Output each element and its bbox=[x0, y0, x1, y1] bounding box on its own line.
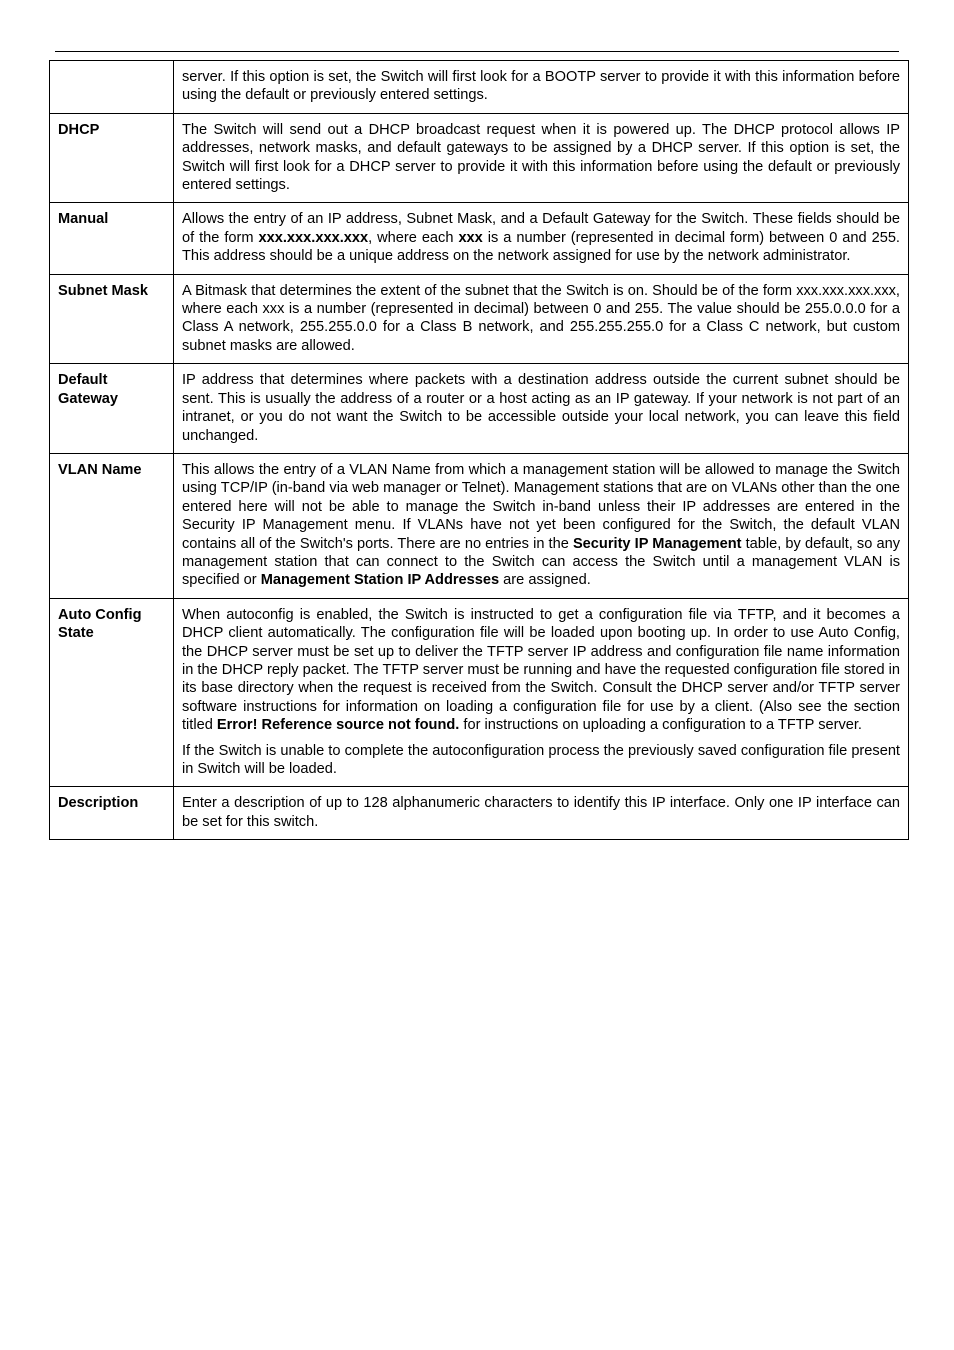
table-row bbox=[50, 61, 909, 114]
parameter-description bbox=[174, 203, 909, 274]
description-paragraph bbox=[182, 68, 900, 105]
parameter-name: Manual bbox=[50, 203, 174, 274]
description-paragraph bbox=[182, 121, 900, 195]
description-paragraph bbox=[182, 282, 900, 356]
bold-text: xxx bbox=[458, 229, 483, 246]
table-row bbox=[50, 787, 909, 840]
text-run: Allows the entry of an IP address, Subnet Mask, and a Default Gateway for the Switch. These fields should be of the form bbox=[182, 211, 900, 246]
text-run: If the Switch is unable to complete the autoconfiguration process the previously saved configuration file present in Switch will be loaded. bbox=[182, 742, 900, 777]
text-run: table, by default, so any management station that can connect to the Switch can access the Switch until a management VLAN is specified or bbox=[182, 535, 900, 589]
header-rule bbox=[55, 51, 899, 52]
parameter-description bbox=[174, 364, 909, 454]
bold-text: Management Station IP Addresses bbox=[260, 572, 500, 589]
parameter-description bbox=[174, 787, 909, 840]
table-row bbox=[50, 453, 909, 598]
parameter-description bbox=[174, 113, 909, 203]
table-row bbox=[50, 113, 909, 203]
parameter-description bbox=[174, 598, 909, 787]
parameter-description bbox=[174, 274, 909, 364]
bold-text: Security IP Management bbox=[572, 535, 742, 552]
description-paragraph bbox=[182, 742, 900, 779]
parameter-name bbox=[50, 61, 174, 114]
parameter-name: Default Gateway bbox=[50, 364, 174, 454]
description-paragraph bbox=[182, 371, 900, 445]
text-run: Enter a description of up to 128 alphanumeric characters to identify this IP interface. Only one IP interface can be set for this switch. bbox=[182, 795, 900, 830]
parameter-description bbox=[174, 61, 909, 114]
parameter-description bbox=[174, 453, 909, 598]
text-run: , where each bbox=[368, 229, 459, 246]
description-paragraph bbox=[182, 606, 900, 735]
text-run: This allows the entry of a VLAN Name from which a management station will be allowed to manage the Switch using TCP/IP (in-band via web manager or Telnet). Management stations that are on VLANs other than the one entered here will not be able to manage the Switch in-band unless their IP addresses are entered in the Security IP Management menu. If VLANs have not yet been configured for the Switch, the default VLAN contains all of the Switch's ports. There are no entries in the bbox=[182, 461, 900, 552]
parameter-name: Description bbox=[50, 787, 174, 840]
parameter-name: VLAN Name bbox=[50, 453, 174, 598]
bold-text: Error! Reference source not found. bbox=[216, 717, 460, 734]
text-run: When autoconfig is enabled, the Switch is instructed to get a configuration file via TFTP, and it becomes a DHCP client automatically. The configuration file will be loaded upon booting up. In order to use Auto Config, the DHCP server must be set up to deliver the TFTP server IP address and configuration file name information in the DHCP reply packet. The TFTP server must be running and have the requested configuration file stored in its base directory when the request is received from the Switch. Consult the DHCP server and/or TFTP server software instructions for information on loading a configuration file for use by a client. (Also see the section titled bbox=[182, 606, 900, 734]
description-paragraph bbox=[182, 461, 900, 590]
description-paragraph bbox=[182, 210, 900, 265]
table-row bbox=[50, 598, 909, 787]
parameter-name: Subnet Mask bbox=[50, 274, 174, 364]
parameter-table bbox=[49, 60, 909, 840]
parameter-name: Auto Config State bbox=[50, 598, 174, 787]
parameter-name: DHCP bbox=[50, 113, 174, 203]
text-run: are assigned. bbox=[499, 572, 591, 589]
text-run: server. If this option is set, the Switch will first look for a BOOTP server to provide it with this information before using the default or previously entered settings. bbox=[182, 69, 900, 104]
text-run: A Bitmask that determines the extent of the subnet that the Switch is on. Should be of the form xxx.xxx.xxx.xxx, where each xxx is a number (represented in decimal) between 0 and 255. The value should be 255.0.0.0 for a Class A network, 255.255.0.0 for a Class B network, and 255.255.255.0 for a Class C network, but custom subnet masks are allowed. bbox=[182, 282, 900, 354]
text-run: IP address that determines where packets with a destination address outside the current subnet should be sent. This is usually the address of a router or a host acting as an IP gateway. If your network is not part of an intranet, or you do not want the Switch to be accessible outside your local network, you can leave this field unchanged. bbox=[182, 372, 900, 444]
table-row bbox=[50, 274, 909, 364]
table-row bbox=[50, 203, 909, 274]
table-row bbox=[50, 364, 909, 454]
text-run: is a number (represented in decimal form) between 0 and 255. This address should be a unique address on the network assigned for use by the network administrator. bbox=[182, 229, 900, 265]
description-paragraph bbox=[182, 794, 900, 831]
bold-text: xxx.xxx.xxx.xxx bbox=[258, 229, 369, 246]
text-run: The Switch will send out a DHCP broadcast request when it is powered up. The DHCP protocol allows IP addresses, network masks, and default gateways to be assigned by a DHCP server. If this option is set, the Switch will first look for a DHCP server to provide it with this information before using the default or previously entered settings. bbox=[182, 121, 900, 194]
text-run: for instructions on uploading a configuration to a TFTP server. bbox=[459, 717, 862, 734]
parameter-table-body bbox=[50, 61, 909, 840]
